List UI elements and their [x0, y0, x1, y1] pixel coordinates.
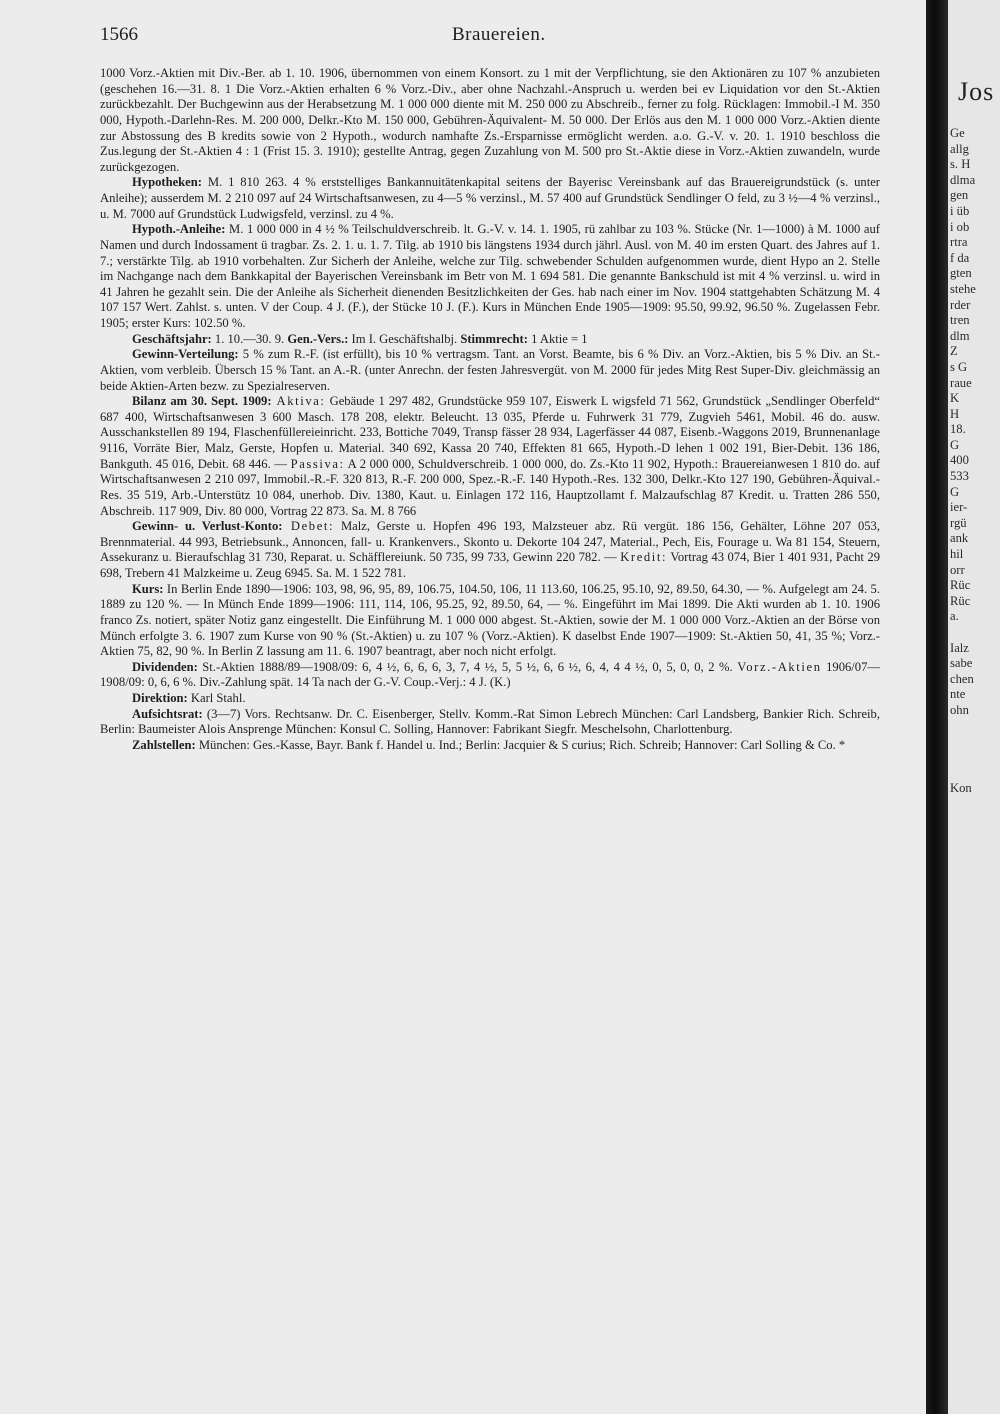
adjacent-page-fragment: s. H: [950, 157, 971, 172]
section-subhead: Kredit:: [620, 550, 668, 565]
adjacent-page-fragment: [950, 625, 1000, 641]
adjacent-page-fragment: allg: [950, 141, 969, 156]
adjacent-page-fragment: [950, 734, 1000, 750]
section-bilanz: [100, 394, 880, 519]
section-label: Zahlstellen:: [132, 737, 196, 752]
section-text: A 2 000 000, Schuldverschreib. 1 000 000, do. Zs.-Kto 11 902, Hypoth.: Brauereianwesen 1 810 do. auf Wirtschaftsanwesen 2 210 097, Immobil.-R.-F. 320 813, R.-F. 200 000, Spez.-R.-F. 140 Hypoth.-Res. 132 300, Delkr.-Kto 127 190, Gebühren-Äquival.-Res. 35 519, Arb.-Unterstütz 10 084, unerhob. Div. 1380, Kaut. u. Einlagen 172 116, Hauptzollamt f. Malzaufschlag 87 Kredit. u. Tratten 286 550, Abschreib. 117 909, Div. 80 000, Vortrag 22 873. Sa. M. 8 766: [100, 456, 880, 518]
section-hypoth-anleihe: [100, 222, 880, 331]
adjacent-page-fragment: ohn: [950, 702, 969, 717]
running-head: Brauereien.: [452, 24, 546, 45]
section-subhead: Passiva:: [290, 456, 345, 471]
section-text: St.-Aktien 1888/89—1908/09: 6, 4 ½, 6, 6, 6, 3, 7, 4 ½, 5, 5 ½, 6, 6 ½, 6, 4, 4 4 ½, 0, 5, 0, 0, 2 %.: [197, 659, 738, 674]
adjacent-page-fragment: tren: [950, 313, 970, 328]
adjacent-page-fragment: 533: [950, 469, 969, 484]
adjacent-page-fragment: H: [950, 406, 960, 421]
section-kurs: [100, 582, 880, 660]
adjacent-page-fragment: i üb: [950, 203, 970, 218]
section-label: Gewinn- u. Verlust-Konto:: [132, 519, 283, 534]
section-gewinn-verlust: [100, 519, 880, 582]
section-label: Hypoth.-Anleihe:: [132, 222, 226, 237]
adjacent-page-fragment: [950, 719, 1000, 735]
section-text: Gebäude 1 297 482, Grundstücke 959 107, Eiswerk L wigsfeld 71 562, Grundstück „Sendlinger Oberfeld“ 687 400, Wirtschaftsanwesen 3 600 Masch. 178 208, elektr. Beleucht. 13 035, Pferde u. Fuhrwerk 31 779, Zugvieh 5461, Mobil. 46 do. ausw. Ausschankstellen 89 194, Flaschenfüllereieinricht. 233, Bottiche 7049, Transp fässer 28 934, Lagerfässer 44 087, Eisenb.-Waggons 2019, Brunnenanlage 9116, Vorräte Bier, Malz, Gerste, Hopfen u. Material. 340 692, Kassa 20 740, Effekten 81 665, Hypoth.-D lehen 1 002 191, Bier-Debit. 136 186, Bankguth. 45 016, Debit. 68 446. —: [100, 394, 880, 471]
section-label: Gen.-Vers.:: [287, 331, 349, 346]
section-text: Karl Stahl.: [187, 691, 246, 705]
adjacent-page-fragment: ier-: [950, 500, 968, 515]
section-text: Malz, Gerste u. Hopfen 496 193, Malzsteuer abz. Rü vergüt. 186 156, Gehälter, Löhne 207 053, Brennmaterial. 44 993, Betriebsunk., Annoncen, fall- u. Krankenvers., Skonto u. Dekorte 104 247, Material., Pech, Eis, Fourage u. Wa 81 154, Steuern, Assekuranz u. Bieraufschlag 31 730, Reparat. u. Schäfflereiunk. 50 735, 99 733, Gewinn 220 782. —: [100, 519, 881, 565]
section-text: M. 1 000 000 in 4 ½ % Teilschuldverschreib. lt. G.-V. v. 14. 1. 1905, rü zahlbar zu 103 %. Stücke (Nr. 1—1000) à M. 1000 auf Namen und durch Indossament ü tragbar. Zs. 2. 1. u. 1. 7. Tilg. ab 1910 bis längstens 1934 durch jährl. Ausl. von M. 40 im ersten Quart. des Jahres auf 1. 7.; verstärkte Tilg. ab 1910 vorbehalten. Zur Sicherh der Anleihe, welche zur Tilg. schwebender Schulden aufgenommen wurde, dient Hypo an 2. Stelle im Nachgange nach dem Bankkapital der Bayerischen Vereinsbank im Betr von M. 1 694 581. Die genannte Bankschuld ist mit 4 % verzinsl. u. wird in 41 Jahren he gezahlt sein. Die der Anleihe als Sicherheit dienenden Besitzlichkeiten der Ges. hab nach einer im Nov. 1904 stattgehabten Schätzung M. 4 107 157 Wert. Zahlst. s. unten. V der Coup. 4 J. (F.), der Stücke 10 J. (F.). Kurs in München Ende 1905—1909: 95.50, 99.92, 96.50 %. Zugelassen Febr. 1905; erster Kurs: 102.50 %.: [100, 222, 880, 330]
adjacent-page-title: Jos: [958, 77, 995, 106]
adjacent-page-fragment: f da: [950, 250, 970, 265]
section-text: M. 1 810 263. 4 % erststelliges Bankannuitätenkapital seitens der Bayerisc Vereinsbank auf das Brauereigrundstück (s. unter Anleihe); ausserdem M. 2 210 097 auf 24 Wirtschaftsanwesen, zu 4—5 % verzinsl., M. 57 400 auf Grundstück Sendlinger O feld, zu 3 ½—4 % verzinsl., u. M. 7000 auf Grundstück Ludwigsfeld, verzinsl. zu 4 %.: [100, 175, 880, 221]
adjacent-page-fragment: Z: [950, 344, 958, 359]
adjacent-page-fragment: Ialz: [950, 640, 969, 655]
adjacent-page-fragment: G: [950, 484, 960, 499]
adjacent-page-fragment: rgü: [950, 515, 967, 530]
section-label: Dividenden:: [132, 659, 198, 674]
adjacent-page-fragment: Rüc: [950, 578, 971, 593]
section-text: Vortrag 43 074, Bier 1 401 931, Pacht 29 698, Trebern 41 Malzkeime u. Zeug 6945. Sa. M. 1 522 781.: [100, 550, 881, 580]
section-text: (3—7) Vors. Rechtsanw. Dr. C. Eisenberger, Stellv. Komm.-Rat Simon Lebrech München: Carl Landsberg, Bankier Rich. Schreib, Berlin: Baumeister Alois Ansprenge München: Konsul C. Solling, Hannover: Fabrikant Siegfr. Meschelsohn, Charlottenburg.: [100, 706, 880, 737]
adjacent-page-fragments: [950, 126, 1000, 797]
adjacent-page-fragment: rtra: [950, 235, 968, 250]
section-subhead: Aktiva:: [271, 394, 326, 409]
page-body: [100, 66, 880, 754]
page-number: 1566: [100, 24, 138, 45]
section-text: 1906/07—1908/09: 0, 6, 6 %. Div.-Zahlung spät. 14 Ta nach der G.-V. Coup.-Verj.: 4 J. (K.): [100, 659, 880, 690]
section-direktion: [100, 691, 880, 707]
section-zahlstellen: [100, 738, 880, 754]
section-label: Bilanz am 30. Sept. 1909:: [132, 394, 272, 409]
adjacent-page-fragment: raue: [950, 375, 972, 390]
section-label: Gewinn-Verteilung:: [132, 347, 239, 362]
adjacent-page-fragment: 18.: [950, 422, 966, 437]
section-label: Stimmrecht:: [460, 331, 528, 346]
adjacent-page-fragment: dlma: [950, 172, 976, 187]
adjacent-page-fragment: G: [950, 437, 960, 452]
section-text: 1 Aktie = 1: [527, 331, 588, 346]
section-geschaeftsjahr: [100, 332, 880, 348]
section-label: Direktion:: [132, 691, 188, 705]
section-label: Hypotheken:: [132, 175, 202, 190]
section-hypotheken: [100, 175, 880, 222]
section-text: München: Ges.-Kasse, Bayr. Bank f. Handel u. Ind.; Berlin: Jacquier & S curius; Rich. Schreib; Hannover: Carl Solling & Co. *: [195, 737, 846, 752]
adjacent-page-fragment: s G: [950, 359, 968, 374]
section-subhead: Vorz.-Aktien: [737, 659, 822, 674]
section-label: Geschäftsjahr:: [132, 331, 212, 346]
section-label: Kurs:: [132, 581, 164, 596]
adjacent-page-fragment: [950, 750, 1000, 766]
book-gutter: [926, 0, 948, 1414]
section-text: Im I. Geschäftshalbj.: [348, 331, 461, 346]
section-text: 5 % zum R.-F. (ist erfüllt), bis 10 % vertragsm. Tant. an Vorst. Beamte, bis 6 % Div. an Vorz.-Aktien, bis 5 % Div. an St.-Aktien, vom verbleib. Übersch 15 % Tant. an A.-R. (unter Anrechn. der festen Jahresvergüt. von M. 2000 für jedes Mitg Rest Super-Div. gleichmässig an beide Aktien-Arten bezw. zu Spezialreserven.: [100, 347, 880, 393]
adjacent-page-fragment: K: [950, 391, 960, 406]
adjacent-page-fragment: hil: [950, 547, 964, 562]
section-text: 1. 10.—30. 9.: [211, 331, 288, 346]
adjacent-page-fragment: Rüc: [950, 593, 971, 608]
adjacent-page-fragment: gten: [950, 266, 972, 281]
adjacent-page-fragment: Ge: [950, 126, 965, 140]
adjacent-page-fragment: dlm: [950, 328, 970, 343]
adjacent-page-fragment: orr: [950, 562, 965, 577]
adjacent-page-fragment: nte: [950, 687, 966, 702]
section-gewinn-verteilung: [100, 347, 880, 394]
intro-paragraph: 1000 Vorz.-Aktien mit Div.-Ber. ab 1. 10. 1906, übernommen von einem Konsort. zu 1 mit der Verpflichtung, sie den Aktionären zu 107 % anzubieten (geschehen 16.—31. 8. 1 Die Vorz.-Aktien erhalten 6 % Vorz.-Div., aber ohne Nachzahl.-Anspruch u. werden bei ev Liquidation vor den St.-Aktien zurückbezahlt. Der Buchgewinn aus der Herabsetzung M. 1 000 000 diente mit M. 250 000 zu Abschreib., ferner zu folg. Rücklagen: Immobil.-I M. 350 000, Hypoth.-Darlehn-Res. M. 200 000, Delkr.-Kto M. 150 000, Gebühren-Äquivalent- M. 50 000. Der Erlös aus den M. 1 000 000 Vorz.-Aktien diente zur Abstossung des B kredits sowie von 2 Hypoth., wodurch namhafte Zs.-Ersparnisse ermöglicht werden. a.o. G.-V. v. 20. 1. 1910 beschloss die Zus.legung der St.-Aktien 4 : 1 (Frist 15. 3. 1910); gestellte Antrag, gegen Zuzahlung von M. 500 pro St.-Aktie diese in Vorz.-Aktien zuwandeln, wurde zurückgezogen.: [100, 66, 880, 174]
section-text: In Berlin Ende 1890—1906: 103, 98, 96, 95, 89, 106.75, 104.50, 106, 11 113.60, 106.25, 95.10, 92, 89.50, 64.30, — %. Aufgelegt am 24. 5. 1889 zu 120 %. — In Münch Ende 1899—1906: 111, 114, 106, 95.25, 92, 89.50, 64, — %. Eingeführt im Mai 1899. Die Akti wurden ab 1. 10. 1906 franco Zs. notiert, später Notiz ganz eingestellt. Die Einführung M. 1 000 000 abgest. St.-Aktien, sowie der M. 1 000 000 Vorz.-Aktien an der Börse von Münch erfolgte 3. 6. 1907 zum Kurse von 90 % (St.-Aktien) u. zu 107 % (Vorz.-Aktien). K daselbst Ende 1907—1909: St.-Aktien 50, 41, 35 %; Vorz.-Aktien 75, 82, 90 %. In Berlin Z lassung am 11. 6. 1907 beantragt, aber noch nicht erfolgt.: [100, 581, 880, 659]
section-subhead: Debet:: [282, 519, 335, 534]
adjacent-page-fragment: gen: [950, 188, 969, 203]
section-label: Aufsichtsrat:: [132, 706, 203, 721]
adjacent-page-fragment: 400: [950, 453, 969, 468]
adjacent-page-fragment: rder: [950, 297, 971, 312]
adjacent-page-edge: [948, 0, 1000, 1414]
adjacent-page-fragment: ank: [950, 531, 969, 546]
adjacent-page-fragment: Kon: [950, 780, 972, 795]
adjacent-page-fragment: [950, 765, 1000, 781]
adjacent-page-fragment: sabe: [950, 656, 973, 671]
section-dividenden: [100, 660, 880, 691]
section-aufsichtsrat: [100, 707, 880, 738]
page-header: [100, 24, 880, 50]
adjacent-page-fragment: i ob: [950, 219, 970, 234]
adjacent-page-fragment: chen: [950, 671, 974, 686]
adjacent-page-fragment: a.: [950, 609, 959, 624]
adjacent-page-fragment: stehe: [950, 281, 976, 296]
